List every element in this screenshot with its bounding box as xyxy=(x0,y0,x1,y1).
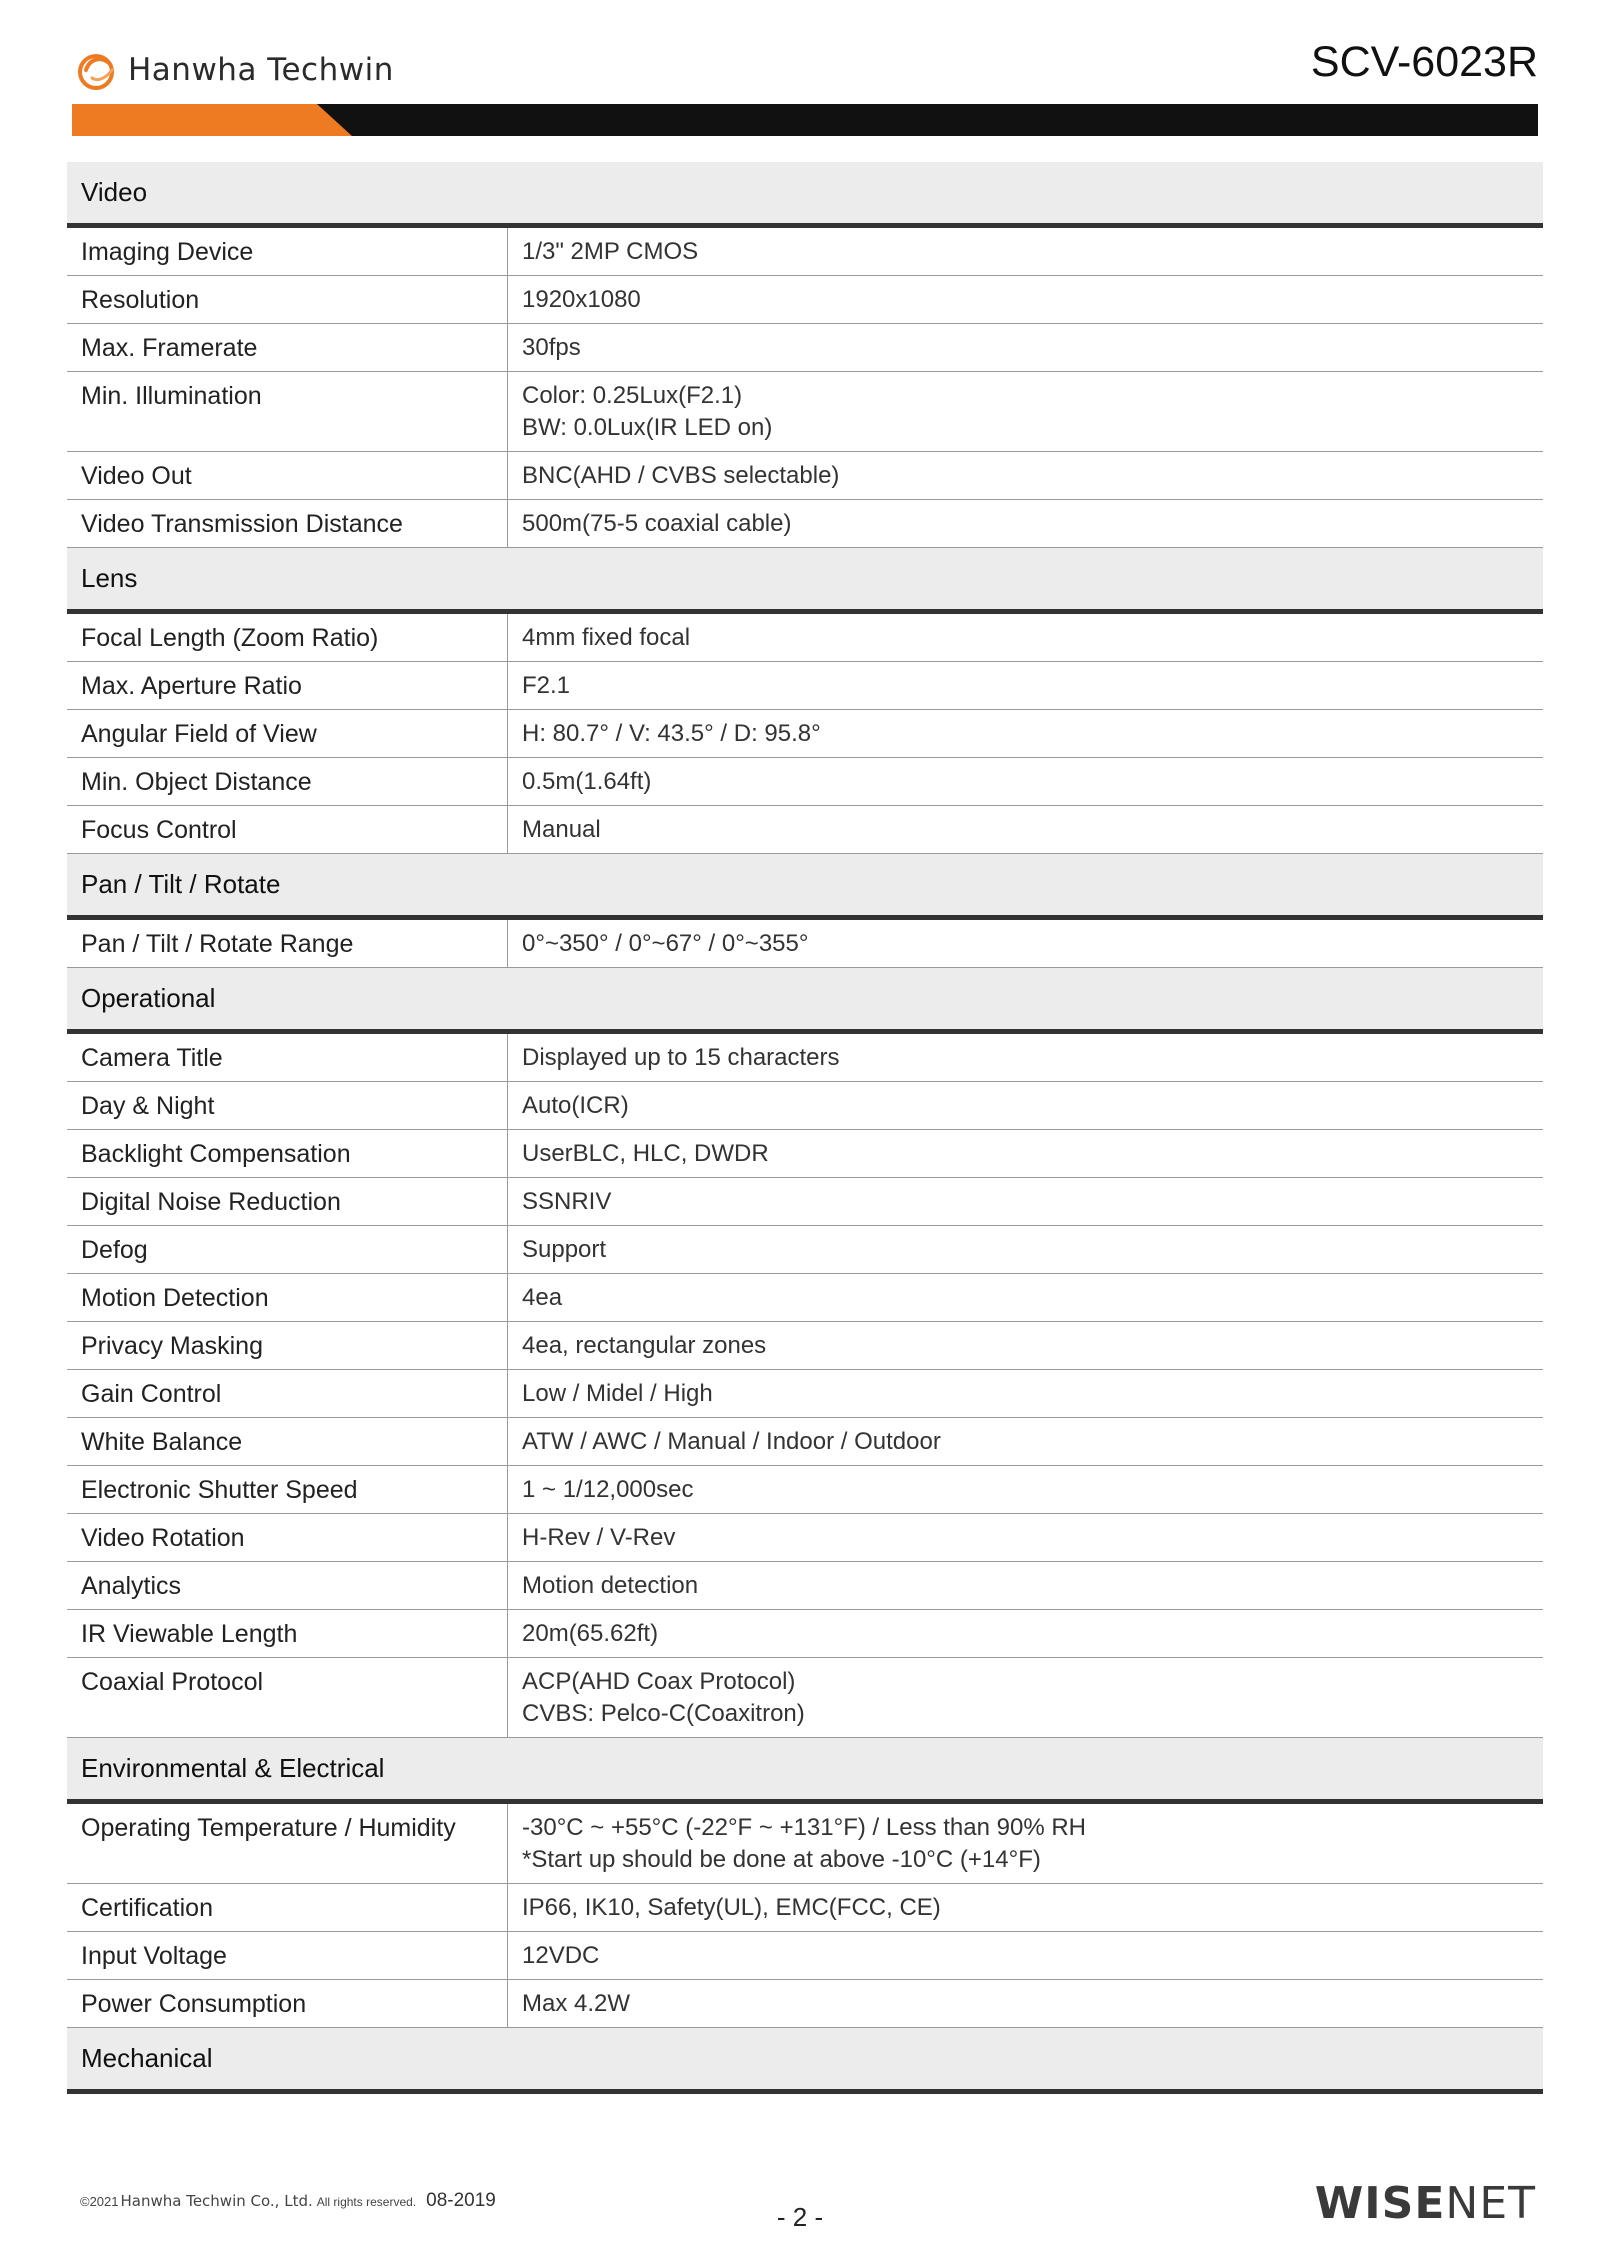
spec-label: Day & Night xyxy=(67,1082,508,1129)
spec-label: Input Voltage xyxy=(67,1932,508,1979)
spec-value xyxy=(508,1178,1543,1225)
spec-value-line: Support xyxy=(522,1236,607,1263)
spec-value-line: 30fps xyxy=(522,334,581,361)
page-number: - 2 - xyxy=(776,2202,824,2232)
spec-label: Focal Length (Zoom Ratio) xyxy=(67,614,508,661)
spec-row xyxy=(67,1466,1543,1514)
hanwha-logo xyxy=(72,44,394,96)
spec-value-line: 1/3" 2MP CMOS xyxy=(522,238,699,265)
spec-value xyxy=(508,1226,1543,1273)
spec-label: Pan / Tilt / Rotate Range xyxy=(67,920,508,967)
spec-row xyxy=(67,1658,1543,1738)
spec-label: Video Transmission Distance xyxy=(67,500,508,547)
spec-value xyxy=(508,1274,1543,1321)
spec-value-line: 20m(65.62ft) xyxy=(522,1620,659,1647)
spec-row xyxy=(67,452,1543,500)
brand-light: NET xyxy=(1445,2178,1536,2229)
spec-label: Motion Detection xyxy=(67,1274,508,1321)
page-header xyxy=(0,0,1600,140)
spec-row xyxy=(67,1884,1543,1932)
spec-value-line: H: 80.7° / V: 43.5° / D: 95.8° xyxy=(522,720,821,747)
hanwha-flame-icon xyxy=(72,44,124,96)
spec-label: Camera Title xyxy=(67,1034,508,1081)
spec-value-line: 4ea xyxy=(522,1284,563,1311)
spec-value-line: *Start up should be done at above -10°C (+14°F) xyxy=(522,1846,1041,1873)
spec-row xyxy=(67,228,1543,276)
header-bar xyxy=(72,104,1538,136)
spec-value-line: 1920x1080 xyxy=(522,286,641,313)
spec-label: Power Consumption xyxy=(67,1980,508,2027)
spec-row xyxy=(67,1322,1543,1370)
spec-row xyxy=(67,1274,1543,1322)
spec-value xyxy=(508,1980,1543,2027)
spec-value xyxy=(508,1804,1543,1883)
brand-name: Hanwha Techwin xyxy=(128,52,394,88)
spec-row xyxy=(67,710,1543,758)
spec-value-line: BW: 0.0Lux(IR LED on) xyxy=(522,414,773,441)
spec-value xyxy=(508,1610,1543,1657)
spec-value-line: CVBS: Pelco-C(Coaxitron) xyxy=(522,1700,805,1727)
spec-value-line: SSNRIV xyxy=(522,1188,612,1215)
spec-value xyxy=(508,1082,1543,1129)
section-header: Lens xyxy=(67,548,1543,614)
spec-value-line: Displayed up to 15 characters xyxy=(522,1044,840,1071)
spec-value-line: ATW / AWC / Manual / Indoor / Outdoor xyxy=(522,1428,941,1455)
spec-label: Video Rotation xyxy=(67,1514,508,1561)
spec-label: Defog xyxy=(67,1226,508,1273)
spec-value xyxy=(508,1130,1543,1177)
spec-row xyxy=(67,806,1543,854)
spec-value-line: F2.1 xyxy=(522,672,571,699)
spec-value xyxy=(508,710,1543,757)
spec-label: Operating Temperature / Humidity xyxy=(67,1804,508,1883)
spec-value xyxy=(508,920,1543,967)
spec-label: Angular Field of View xyxy=(67,710,508,757)
spec-label: White Balance xyxy=(67,1418,508,1465)
spec-row xyxy=(67,1178,1543,1226)
spec-table xyxy=(67,162,1543,2094)
spec-label: Resolution xyxy=(67,276,508,323)
spec-row xyxy=(67,276,1543,324)
document-date: 08-2019 xyxy=(426,2190,496,2211)
section-header: Pan / Tilt / Rotate xyxy=(67,854,1543,920)
section-header: Operational xyxy=(67,968,1543,1034)
spec-value xyxy=(508,614,1543,661)
spec-value-line: Max 4.2W xyxy=(522,1990,631,2017)
spec-value-line: BNC(AHD / CVBS selectable) xyxy=(522,462,840,489)
spec-label: Coaxial Protocol xyxy=(67,1658,508,1737)
spec-row xyxy=(67,500,1543,548)
spec-row xyxy=(67,324,1543,372)
spec-value xyxy=(508,1034,1543,1081)
spec-value-line: Color: 0.25Lux(F2.1) xyxy=(522,382,743,409)
spec-value-line: Low / Midel / High xyxy=(522,1380,713,1407)
spec-value xyxy=(508,806,1543,853)
spec-value xyxy=(508,228,1543,275)
spec-value xyxy=(508,1932,1543,1979)
spec-value-line: 1 ~ 1/12,000sec xyxy=(522,1476,694,1503)
spec-row xyxy=(67,1804,1543,1884)
spec-row xyxy=(67,614,1543,662)
spec-value-line: IP66, IK10, Safety(UL), EMC(FCC, CE) xyxy=(522,1894,941,1921)
spec-value xyxy=(508,1466,1543,1513)
spec-row xyxy=(67,1370,1543,1418)
section-header: Mechanical xyxy=(67,2028,1543,2094)
spec-value xyxy=(508,758,1543,805)
spec-label: Digital Noise Reduction xyxy=(67,1178,508,1225)
brand-bold: WISE xyxy=(1314,2178,1446,2229)
spec-value xyxy=(508,1322,1543,1369)
spec-label: Gain Control xyxy=(67,1370,508,1417)
spec-value xyxy=(508,1658,1543,1737)
spec-row xyxy=(67,1034,1543,1082)
spec-row xyxy=(67,1562,1543,1610)
spec-value xyxy=(508,1562,1543,1609)
spec-value xyxy=(508,324,1543,371)
spec-label: Electronic Shutter Speed xyxy=(67,1466,508,1513)
spec-value xyxy=(508,1370,1543,1417)
spec-row xyxy=(67,920,1543,968)
spec-row xyxy=(67,1082,1543,1130)
spec-label: Backlight Compensation xyxy=(67,1130,508,1177)
spec-value-line: 4mm fixed focal xyxy=(522,624,691,651)
copyright-year: ©2021 xyxy=(80,2194,119,2209)
spec-value xyxy=(508,1418,1543,1465)
spec-row xyxy=(67,1226,1543,1274)
spec-row xyxy=(67,1980,1543,2028)
spec-value-line: ACP(AHD Coax Protocol) xyxy=(522,1668,796,1695)
spec-label: IR Viewable Length xyxy=(67,1610,508,1657)
spec-value xyxy=(508,1884,1543,1931)
spec-row xyxy=(67,1514,1543,1562)
spec-value-line: UserBLC, HLC, DWDR xyxy=(522,1140,769,1167)
section-header: Environmental & Electrical xyxy=(67,1738,1543,1804)
spec-value xyxy=(508,452,1543,499)
spec-value-line: Motion detection xyxy=(522,1572,699,1599)
spec-row xyxy=(67,758,1543,806)
spec-label: Video Out xyxy=(67,452,508,499)
spec-label: Min. Object Distance xyxy=(67,758,508,805)
spec-value-line: Manual xyxy=(522,816,601,843)
spec-row xyxy=(67,1932,1543,1980)
spec-row xyxy=(67,662,1543,710)
spec-value xyxy=(508,1514,1543,1561)
spec-label: Certification xyxy=(67,1884,508,1931)
spec-label: Analytics xyxy=(67,1562,508,1609)
spec-label: Max. Aperture Ratio xyxy=(67,662,508,709)
spec-value xyxy=(508,276,1543,323)
spec-row xyxy=(67,1130,1543,1178)
spec-value-line: 500m(75-5 coaxial cable) xyxy=(522,510,792,537)
section-header: Video xyxy=(67,162,1543,228)
spec-value-line: 0°~350° / 0°~67° / 0°~355° xyxy=(522,930,809,957)
spec-label: Max. Framerate xyxy=(67,324,508,371)
spec-label: Min. Illumination xyxy=(67,372,508,451)
wisenet-logo xyxy=(1315,2178,1536,2229)
spec-value xyxy=(508,500,1543,547)
spec-value-line: H-Rev / V-Rev xyxy=(522,1524,676,1551)
spec-label: Focus Control xyxy=(67,806,508,853)
spec-label: Privacy Masking xyxy=(67,1322,508,1369)
copyright-rights: All rights reserved. xyxy=(316,2195,417,2209)
spec-value-line: 0.5m(1.64ft) xyxy=(522,768,652,795)
spec-value xyxy=(508,662,1543,709)
spec-row xyxy=(67,1610,1543,1658)
spec-value xyxy=(508,372,1543,451)
spec-label: Imaging Device xyxy=(67,228,508,275)
spec-value-line: Auto(ICR) xyxy=(522,1092,629,1119)
spec-row xyxy=(67,372,1543,452)
copyright-company: Hanwha Techwin Co., Ltd. xyxy=(120,2192,313,2210)
header-bar-accent xyxy=(72,104,352,136)
spec-value-line: 4ea, rectangular zones xyxy=(522,1332,767,1359)
spec-value-line: 12VDC xyxy=(522,1942,600,1969)
model-number: SCV-6023R xyxy=(1310,38,1538,86)
spec-value-line: -30°C ~ +55°C (-22°F ~ +131°F) / Less than 90% RH xyxy=(522,1814,1086,1841)
spec-row xyxy=(67,1418,1543,1466)
